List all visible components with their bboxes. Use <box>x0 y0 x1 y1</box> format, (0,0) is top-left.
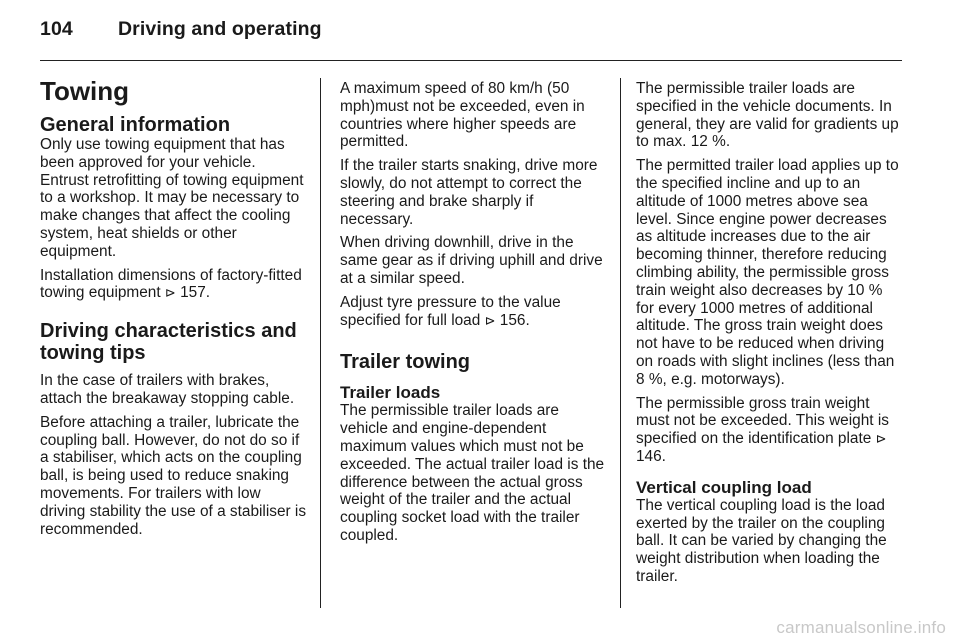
paragraph: Before attaching a trailer, lubricate the coupling ball. However, do not do so if a stabiliser, which acts on the coupling ball, is being used to reduce snaking movements. For trailers with low driving stability the use of a stabiliser is recommended. <box>40 413 307 538</box>
paragraph: A maximum speed of 80 km/h (50 mph)must not be exceeded, even in countries where higher speeds are permitted. <box>340 80 585 151</box>
paragraph: When driving downhill, drive in the same gear as if driving uphill and drive at a similar speed. <box>340 234 603 287</box>
paragraph: Only use towing equipment that has been approved for your vehicle. Entrust retrofitting of towing equipment to a workshop. It may be necessary to make changes that affect the cooling system, heat shields or other equipment. <box>40 136 304 260</box>
section-title: Driving and operating <box>118 18 322 40</box>
header-rule <box>40 60 902 61</box>
column-divider-2 <box>620 78 621 608</box>
page-ref-link[interactable]: 156. <box>499 311 530 329</box>
page-title: Towing <box>40 76 130 106</box>
paragraph: The permissible trailer loads are specified in the vehicle documents. In general, they are valid for gradients up to max. 12 %. <box>636 80 899 151</box>
page-ref-link[interactable]: 146. <box>636 447 666 465</box>
watermark: carmanualsonline.info <box>776 618 946 637</box>
trailer-loads-heading: Trailer loads <box>340 383 441 403</box>
paragraph: In the case of trailers with brakes, attach the breakaway stopping cable. <box>40 372 295 407</box>
paragraph: The permitted trailer load applies up to the specified incline and up to an altitude of 1000 metres above sea level. Since engine power decreases as altitude increases due to the air becoming thinner, therefore reducing climbing ability, the permissible gross train weight also decreases by 10 % for every 1000 metres of additional altitude. The gross train weight does not have to be reduced when driving on roads with slight inclines (less than 8 %, e.g. motorways). <box>636 157 899 388</box>
paragraph: The permissible trailer loads are vehicle and engine-dependent maximum values which must not be exceeded. The actual trailer load is the difference between the actual gross weight of the trailer and the actual coupling socket load with the trailer coupled. <box>340 402 605 544</box>
paragraph-ref: Adjust tyre pressure to the value specified for full load ⊳ 156. <box>340 293 561 329</box>
paragraph: The vertical coupling load is the load exerted by the trailer on the coupling ball. It can be varied by changing the weight distribution when loading the trailer. <box>636 496 887 585</box>
column-3 <box>636 80 904 592</box>
column-divider-1 <box>320 78 321 608</box>
column-1 <box>40 76 308 544</box>
page-ref-arrow-icon: ⊳ <box>164 285 176 301</box>
driving-tips-heading: Driving characteristics and towing tips <box>40 320 297 365</box>
general-info-heading: General information <box>40 114 231 136</box>
paragraph-ref: The permissible gross train weight must not be exceeded. This weight is specified on the identification plate ⊳ 146. <box>636 394 889 465</box>
page-header <box>40 18 322 41</box>
vertical-coupling-heading: Vertical coupling load <box>636 477 812 497</box>
paragraph-ref: Installation dimensions of factory-fitted towing equipment ⊳ 157. <box>40 266 302 302</box>
page-number: 104 <box>40 18 73 40</box>
trailer-towing-heading: Trailer towing <box>340 351 471 374</box>
paragraph: If the trailer starts snaking, drive more slowly, do not attempt to correct the steering and brake sharply if necessary. <box>340 157 598 228</box>
page-ref-arrow-icon: ⊳ <box>484 312 496 328</box>
page-ref-link[interactable]: 157. <box>180 284 211 302</box>
column-2 <box>340 80 608 551</box>
page-ref-arrow-icon: ⊳ <box>875 431 887 447</box>
